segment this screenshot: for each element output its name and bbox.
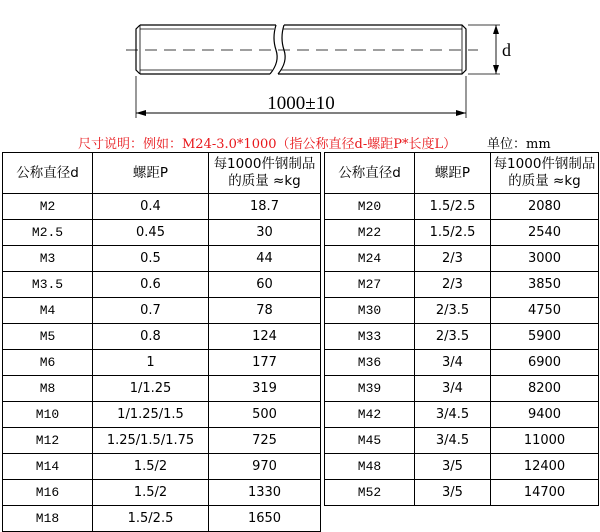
table-row <box>325 454 599 480</box>
header-mass: 每1000件钢制品的质量 ≈kg <box>491 153 599 194</box>
mass-cell: 5900 <box>491 324 599 350</box>
nominal-diameter-cell: M27 <box>325 272 415 298</box>
diameter-arrow-bottom <box>493 65 499 74</box>
nominal-diameter-cell: M52 <box>325 480 415 506</box>
spec-table-right <box>324 152 599 506</box>
mass-cell: 124 <box>209 324 321 350</box>
nominal-diameter-cell: M20 <box>325 194 415 220</box>
table-row <box>325 194 599 220</box>
pitch-cell: 3/5 <box>415 480 491 506</box>
mass-cell: 14700 <box>491 480 599 506</box>
mass-cell: 2540 <box>491 220 599 246</box>
nominal-diameter-cell: M6 <box>3 350 93 376</box>
table-row <box>3 506 321 532</box>
mass-cell: 60 <box>209 272 321 298</box>
header-pitch: 螺距P <box>415 153 491 194</box>
pitch-cell: 1.5/2.5 <box>415 220 491 246</box>
mass-cell: 11000 <box>491 428 599 454</box>
table-row <box>325 402 599 428</box>
pitch-cell: 2/3.5 <box>415 298 491 324</box>
mass-cell: 44 <box>209 246 321 272</box>
nominal-diameter-cell: M10 <box>3 402 93 428</box>
nominal-diameter-cell: M12 <box>3 428 93 454</box>
mass-cell: 30 <box>209 220 321 246</box>
nominal-diameter-cell: M18 <box>3 506 93 532</box>
table-row <box>3 350 321 376</box>
threaded-rod-drawing <box>0 0 600 132</box>
mass-cell: 4750 <box>491 298 599 324</box>
pitch-cell: 3/4 <box>415 350 491 376</box>
mass-cell: 9400 <box>491 402 599 428</box>
table-row <box>325 246 599 272</box>
header-nominal-diameter: 公称直径d <box>325 153 415 194</box>
rod-right-outline <box>278 25 466 74</box>
break-line-left <box>270 25 277 74</box>
chamfer-lines <box>140 25 462 74</box>
pitch-cell: 3/4 <box>415 376 491 402</box>
nominal-diameter-cell: M3 <box>3 246 93 272</box>
table-row <box>3 246 321 272</box>
table-row <box>3 376 321 402</box>
table-row <box>3 428 321 454</box>
nominal-diameter-cell: M30 <box>325 298 415 324</box>
pitch-cell: 3/4.5 <box>415 428 491 454</box>
pitch-cell: 0.8 <box>93 324 209 350</box>
length-arrow-right <box>456 110 466 116</box>
pitch-cell: 1.5/2.5 <box>415 194 491 220</box>
mass-cell: 3850 <box>491 272 599 298</box>
table-row <box>325 220 599 246</box>
pitch-cell: 0.6 <box>93 272 209 298</box>
mass-cell: 78 <box>209 298 321 324</box>
table-row <box>3 324 321 350</box>
nominal-diameter-cell: M2.5 <box>3 220 93 246</box>
table-row <box>3 272 321 298</box>
table-row <box>3 480 321 506</box>
table-row <box>3 220 321 246</box>
pitch-cell: 2/3.5 <box>415 324 491 350</box>
mass-cell: 725 <box>209 428 321 454</box>
mass-cell: 8200 <box>491 376 599 402</box>
header-mass: 每1000件钢制品的质量 ≈kg <box>209 153 321 194</box>
nominal-diameter-cell: M22 <box>325 220 415 246</box>
pitch-cell: 1 <box>93 350 209 376</box>
nominal-diameter-cell: M48 <box>325 454 415 480</box>
mass-cell: 500 <box>209 402 321 428</box>
thread-root-lines <box>140 29 462 70</box>
pitch-cell: 2/3 <box>415 272 491 298</box>
table-row <box>325 428 599 454</box>
length-arrow-left <box>136 110 146 116</box>
rod-left-outline <box>136 25 276 74</box>
mass-cell: 3000 <box>491 246 599 272</box>
nominal-diameter-cell: M16 <box>3 480 93 506</box>
pitch-cell: 1.5/2.5 <box>93 506 209 532</box>
pitch-cell: 0.5 <box>93 246 209 272</box>
table-header-row <box>325 153 599 194</box>
nominal-diameter-cell: M2 <box>3 194 93 220</box>
pitch-cell: 1/1.25 <box>93 376 209 402</box>
table-header-row <box>3 153 321 194</box>
table-row <box>3 402 321 428</box>
length-label: 1000±10 <box>267 93 335 114</box>
table-row <box>3 298 321 324</box>
diameter-arrow-top <box>493 25 499 34</box>
pitch-cell: 1.25/1.5/1.75 <box>93 428 209 454</box>
nominal-diameter-cell: M33 <box>325 324 415 350</box>
nominal-diameter-cell: M3.5 <box>3 272 93 298</box>
nominal-diameter-cell: M8 <box>3 376 93 402</box>
pitch-cell: 2/3 <box>415 246 491 272</box>
table-row <box>325 480 599 506</box>
pitch-cell: 3/4.5 <box>415 402 491 428</box>
nominal-diameter-cell: M42 <box>325 402 415 428</box>
table-row <box>325 376 599 402</box>
pitch-cell: 1.5/2 <box>93 480 209 506</box>
pitch-cell: 0.4 <box>93 194 209 220</box>
mass-cell: 177 <box>209 350 321 376</box>
nominal-diameter-cell: M45 <box>325 428 415 454</box>
spec-table-left <box>2 152 321 532</box>
nominal-diameter-cell: M5 <box>3 324 93 350</box>
nominal-diameter-cell: M36 <box>325 350 415 376</box>
dimension-note: 尺寸说明：例如：M24-3.0*1000（指公称直径d-螺距P*长度L） <box>78 137 457 152</box>
mass-cell: 1650 <box>209 506 321 532</box>
header-pitch: 螺距P <box>93 153 209 194</box>
table-row <box>325 298 599 324</box>
pitch-cell: 0.7 <box>93 298 209 324</box>
nominal-diameter-cell: M4 <box>3 298 93 324</box>
mass-cell: 1330 <box>209 480 321 506</box>
mass-cell: 18.7 <box>209 194 321 220</box>
table-row <box>3 194 321 220</box>
break-line-right <box>278 25 285 74</box>
pitch-cell: 3/5 <box>415 454 491 480</box>
pitch-cell: 1/1.25/1.5 <box>93 402 209 428</box>
table-row <box>325 350 599 376</box>
pitch-cell: 0.45 <box>93 220 209 246</box>
nominal-diameter-cell: M24 <box>325 246 415 272</box>
mass-cell: 2080 <box>491 194 599 220</box>
unit-label: 单位：mm <box>487 137 551 152</box>
table-row <box>3 454 321 480</box>
nominal-diameter-cell: M39 <box>325 376 415 402</box>
mass-cell: 12400 <box>491 454 599 480</box>
table-row <box>325 324 599 350</box>
mass-cell: 319 <box>209 376 321 402</box>
header-nominal-diameter: 公称直径d <box>3 153 93 194</box>
mass-cell: 970 <box>209 454 321 480</box>
mass-cell: 6900 <box>491 350 599 376</box>
diameter-label: d <box>502 40 511 60</box>
pitch-cell: 1.5/2 <box>93 454 209 480</box>
nominal-diameter-cell: M14 <box>3 454 93 480</box>
table-row <box>325 272 599 298</box>
